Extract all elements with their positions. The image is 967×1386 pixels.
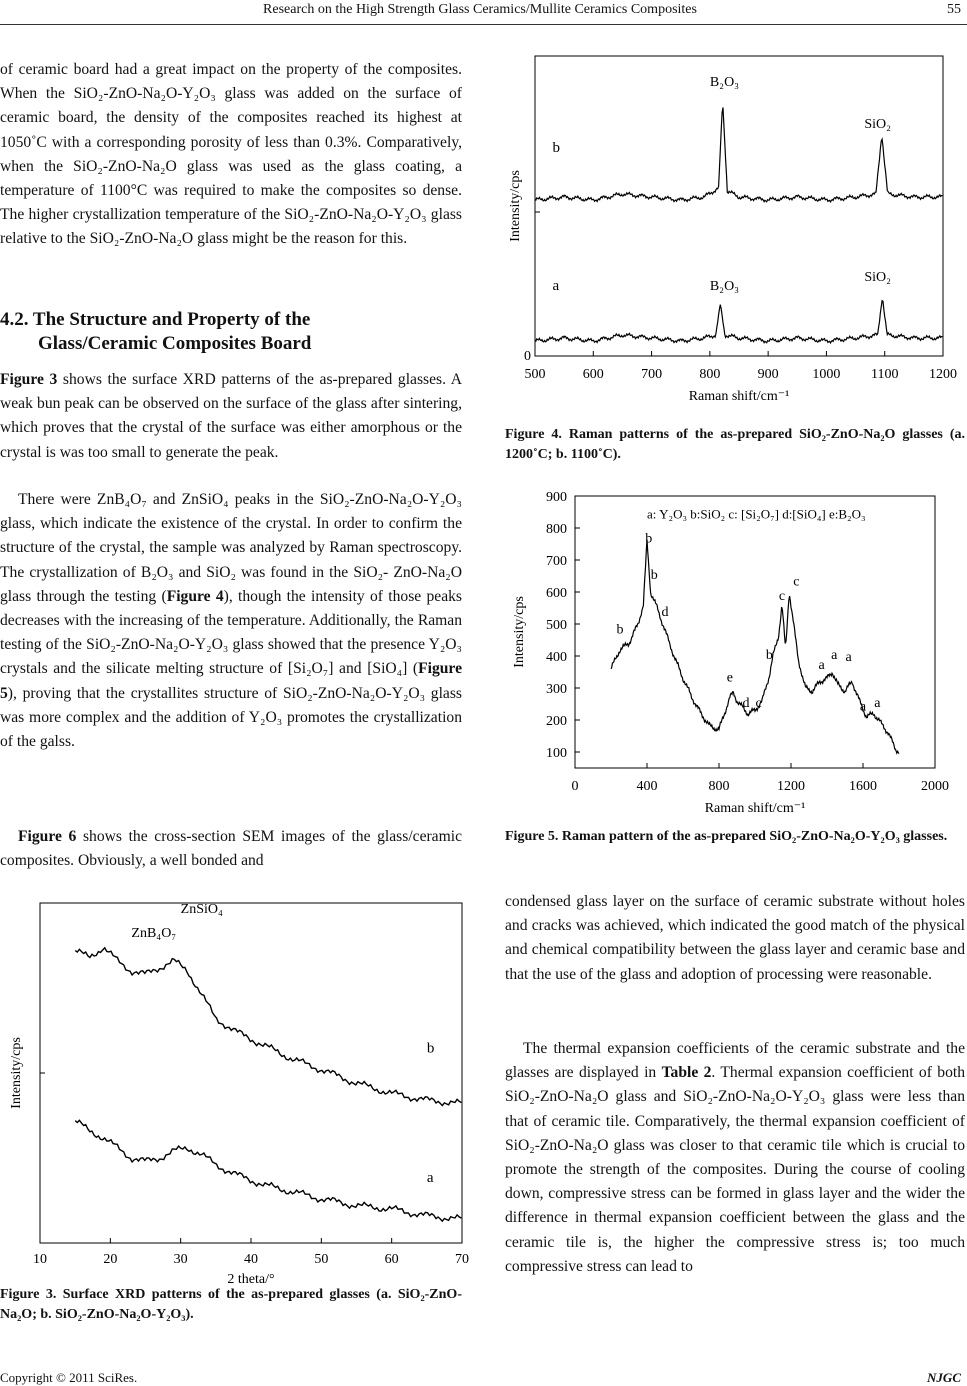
peak-label: b [765, 648, 773, 664]
series-label-b: b [426, 1040, 435, 1057]
peak-label: c [778, 589, 786, 604]
x-tick-label: 1600 [849, 779, 877, 794]
y-axis-label: Intensity/cps [9, 1037, 24, 1109]
x-axis-label: Raman shift/cm⁻¹ [704, 801, 806, 816]
figure-5-ref[interactable]: Figure 5 [0, 660, 462, 702]
x-tick-label: 10 [33, 1252, 47, 1267]
figure-3-ref[interactable]: Figure 3 [0, 371, 58, 388]
x-tick-label: 500 [524, 367, 546, 382]
x-tick-label: 20 [103, 1252, 118, 1267]
x-tick-label: 50 [314, 1252, 329, 1267]
y-tick-label: 600 [546, 586, 567, 601]
paragraph-2 [0, 368, 462, 465]
figure-5-chart [505, 482, 965, 820]
annotation-znsio4: ZnSiO₄ [180, 902, 223, 918]
x-tick-label: 60 [384, 1252, 399, 1267]
peak-label: e [726, 670, 733, 686]
plot-frame [575, 496, 935, 768]
series-label-b: b [552, 140, 560, 156]
series-line-b [75, 948, 461, 1106]
running-title: Research on the High Strength Glass Ceramics/Mullite Ceramics Composites [263, 2, 697, 17]
page-number: 55 [947, 2, 961, 17]
x-tick-label: 900 [757, 367, 779, 382]
annotation-sio2-b: SiO₂ [864, 117, 891, 132]
y-tick-label: 500 [546, 618, 567, 633]
y-tick-label: 0 [524, 349, 531, 364]
paragraph-3-text-c: ), proving that the crystallites structure of SiO₂-ZnO-Na₂O-Y₂O₃ glass was more complex and the addition of Y₂O₃ promotes the crystallization of the galss. [0, 684, 462, 751]
peak-label: c [793, 574, 800, 590]
figure-3-chart [0, 895, 469, 1287]
annotation-znb4o7: ZnB₄O₇ [131, 926, 177, 941]
peak-label: b [650, 568, 658, 584]
peak-label: a [845, 649, 852, 665]
footer-journal: NJGC [927, 1370, 961, 1385]
peak-label: b [616, 622, 624, 638]
figure-5-caption: Figure 5. Raman pattern of the as-prepared SiO₂-ZnO-Na₂O-Y₂O₃ glasses. [505, 829, 948, 844]
figure-4-caption: Figure 4. Raman patterns of the as-prepared SiO₂-ZnO-Na₂O glasses (a. 1200˚C; b. 1100˚C). [505, 427, 965, 462]
figure-4-ref[interactable]: Figure 4 [166, 587, 224, 605]
paragraph-3 [0, 488, 462, 754]
paragraph-4 [0, 825, 462, 873]
series-label-a: a [552, 278, 560, 294]
paragraph-3-text-a: There were ZnB₄O₇ and ZnSiO₄ peaks in the SiO₂-ZnO-Na₂O-Y₂O₃ glass, which indicate the existence of the crystal. In order to confirm the structure of the crystal, the sample was analyzed by Raman spectroscopy. The crystallization of B₂O₃ and SiO₂ was found in the SiO₂- ZnO-Na₂O glass through the testing ( [0, 491, 462, 605]
peak-label: a [831, 648, 838, 664]
table-2-ref[interactable]: Table 2 [661, 1064, 712, 1082]
paragraph-6 [505, 1037, 965, 1279]
x-tick-label: 800 [708, 779, 730, 794]
paragraph-2-text: shows the surface XRD patterns of the as-prepared glasses. A weak bun peak can be observed on the surface of the glass after sintering, which proves that the crystal of the surface was either amorphous or the crystal is was too small to generate the peak. [0, 371, 462, 461]
x-axis-label: Raman shift/cm⁻¹ [688, 389, 790, 404]
x-tick-label: 400 [636, 779, 658, 794]
y-tick-label: 900 [546, 490, 567, 505]
annotation-sio2-a: SiO₂ [864, 270, 891, 285]
x-axis-label: 2 theta/° [227, 1272, 275, 1287]
peak-label: a [874, 696, 881, 712]
annotation-b2o3-a: B₂O₃ [709, 279, 740, 294]
annotation-b2o3-b: B₂O₃ [709, 75, 740, 90]
paragraph-3-text-b: ), though the intensity of those peaks decreases with the increasing of the temperature. Additionally, the Raman testing of the SiO₂-ZnO-Na₂O-Y₂O₃ glass showed that the presence Y₂O₃ crystals and the silicate melting structure of [Si₂O₇] and [SiO₄] ( [0, 587, 462, 678]
x-tick-label: 1000 [812, 367, 841, 382]
paragraph-4-text: shows the cross-section SEM images of the glass/ceramic composites. Obviously, a well bonded and [0, 828, 462, 870]
paragraph-6-text-b: . Thermal expansion coefficient of both SiO₂-ZnO-Na₂O glass and SiO₂-ZnO-Na₂O-Y₂O₃ glass were less than that of ceramic tile. Comparatively, the thermal expansion coefficient of SiO₂-ZnO-Na₂O glass was closer to that ceramic tile which is crucial to promote the strength of the composites. During the course of cooling down, compressive stress can be formed in glass layer and the wider the difference in thermal expansion coefficient between the glass and the ceramic tile is, the higher the compressive stress is; too much compressive stress can lead to [505, 1064, 965, 1275]
paragraph-6-text-a: The thermal expansion coefficients of the ceramic substrate and the glasses are displayed in [505, 1040, 965, 1082]
peak-label: a [859, 699, 867, 715]
figure-4-chart [505, 48, 965, 418]
peak-label: c [755, 696, 762, 712]
x-tick-label: 600 [582, 367, 604, 382]
y-axis-label: Intensity/cps [508, 170, 523, 242]
x-tick-label: 700 [641, 367, 663, 382]
paragraph-5: condensed glass layer on the surface of ceramic substrate without holes and cracks was achieved, which indicated the good match of the physical and chemical compatibility between the glass layer and ceramic base and that the use of the glass and adoption of processing were reasonable. [505, 893, 965, 983]
x-tick-label: 2000 [921, 779, 949, 794]
y-tick-label: 400 [546, 650, 567, 665]
peak-label: d [661, 605, 669, 620]
x-tick-label: 70 [455, 1252, 469, 1267]
y-axis-label: Intensity/cps [512, 596, 527, 668]
section-heading-line-1: 4.2. The Structure and Property of the [0, 309, 311, 330]
legend-text: a: Y₂O₃ b:SiO₂ c: [Si₂O₇] d:[SiO₄] e:B₂O₃ [647, 506, 866, 522]
x-tick-label: 0 [571, 779, 579, 794]
x-tick-label: 30 [173, 1252, 188, 1267]
x-tick-label: 1100 [870, 367, 899, 382]
plot-frame [40, 903, 462, 1243]
y-tick-label: 700 [546, 554, 567, 569]
figure-6-ref[interactable]: Figure 6 [18, 828, 77, 845]
figure-3-caption: Figure 3. Surface XRD patterns of the as-prepared glasses (a. SiO₂-ZnO-Na₂O; b. SiO₂-ZnO-Na₂O-Y₂O₃). [0, 1287, 462, 1322]
plot-frame [535, 56, 943, 356]
peak-label: a [818, 657, 825, 673]
y-tick-label: 100 [546, 746, 567, 761]
y-tick-label: 800 [546, 522, 567, 537]
series-line-a [75, 1120, 461, 1221]
x-tick-label: 40 [244, 1252, 258, 1267]
paragraph-1: of ceramic board had a great impact on the property of the composites. When the SiO₂-ZnO-Na₂O-Y₂O₃ glass was added on the surface of ceramic board, the density of the composites reached its highest at 1050˚C with a corresponding porosity of less than 0.3%. Comparatively, when the SiO₂-ZnO-Na₂O glass was used as the glass coating, a temperature of 1100°C was required to make the composites so dense. The higher crystallization temperature of the SiO₂-ZnO-Na₂O-Y₂O₃ glass relative to the SiO₂-ZnO-Na₂O glass might be the reason for this. [0, 61, 462, 248]
x-tick-label: 800 [699, 367, 721, 382]
y-tick-label: 200 [546, 714, 567, 729]
peak-label: d [742, 696, 750, 712]
footer-copyright: Copyright © 2011 SciRes. [0, 1370, 138, 1385]
series-label-a: a [426, 1169, 434, 1186]
peak-label: b [645, 531, 653, 547]
section-heading-line-2: Glass/Ceramic Composites Board [38, 333, 312, 354]
x-tick-label: 1200 [777, 779, 805, 794]
y-tick-label: 300 [546, 682, 567, 697]
series-line-a [535, 301, 942, 343]
x-tick-label: 1200 [929, 367, 957, 382]
